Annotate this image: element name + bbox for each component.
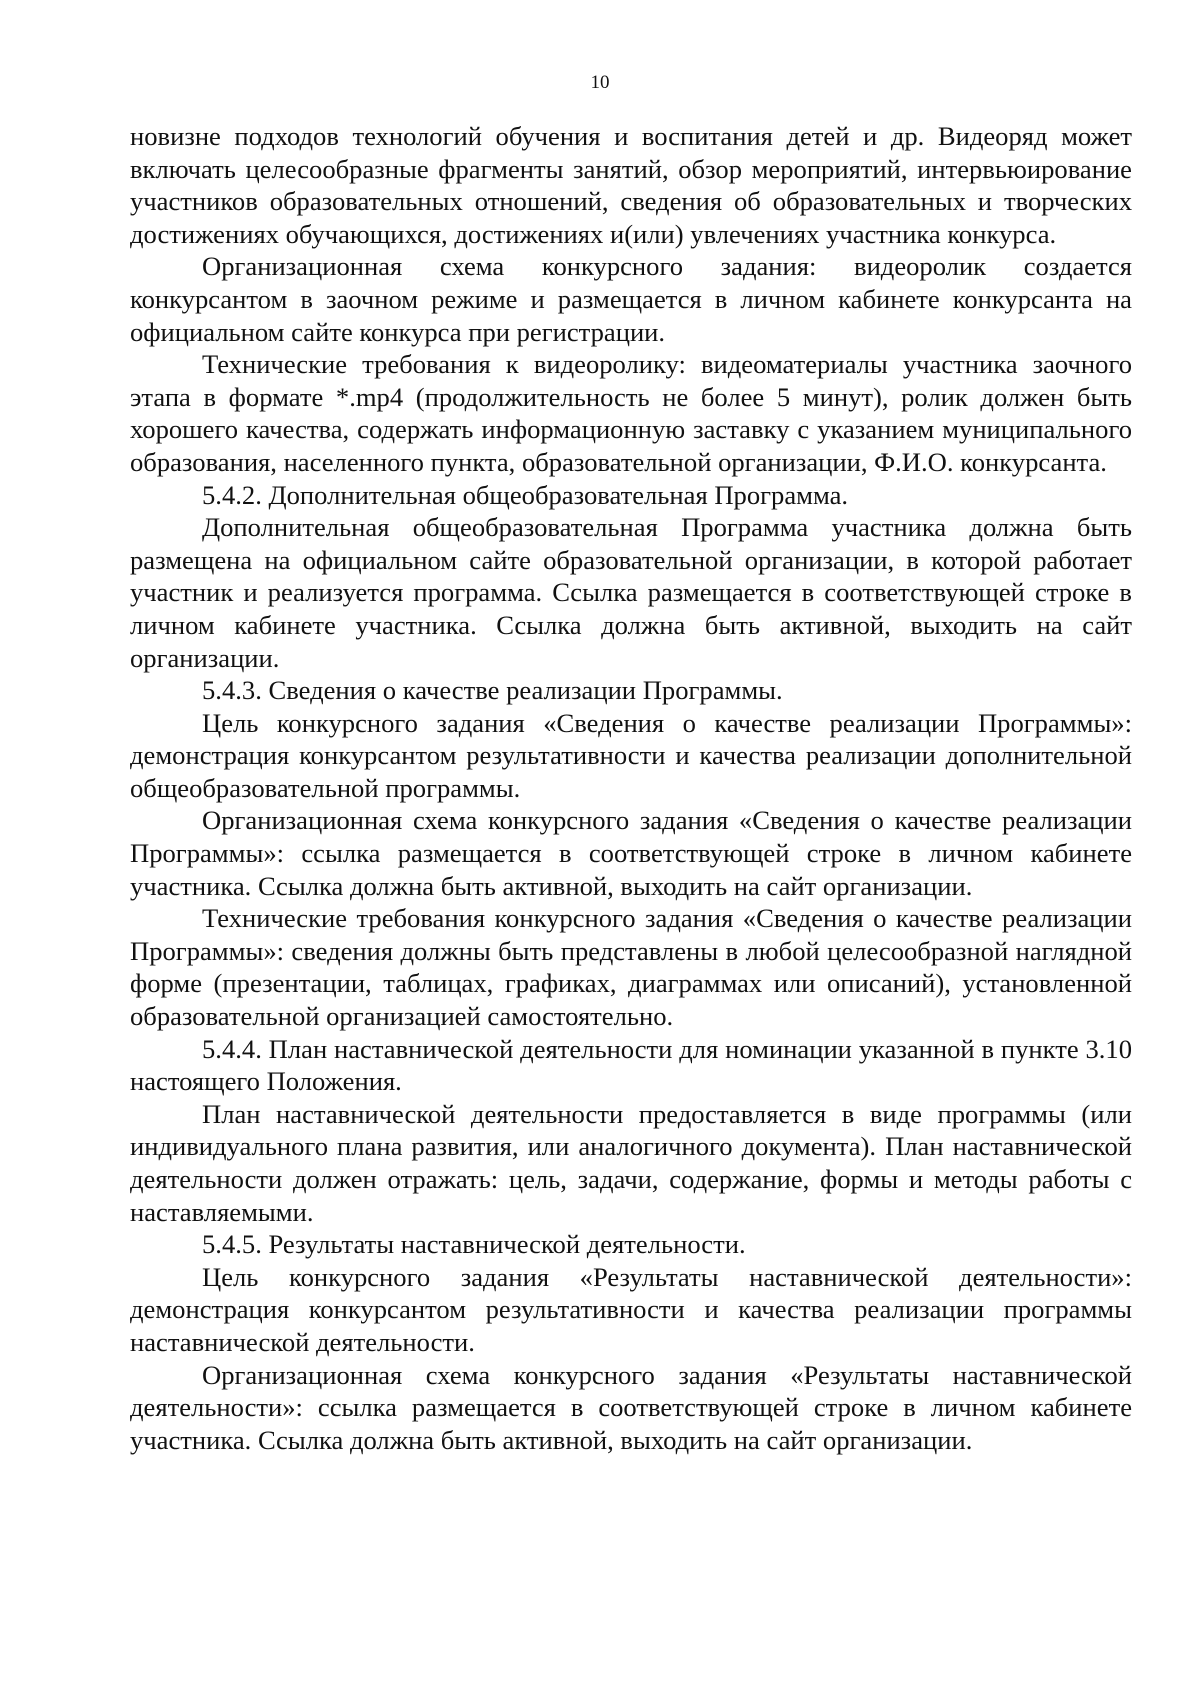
paragraph: Дополнительная общеобразовательная Программа участника должна быть размещена на официальном сайте образовательной организации, в которой работает участник и реализуется программа. Ссылка размещается в соответствующей строке в личном кабинете участника. Ссылка должна быть активной, выходить на сайт организации. [130,512,1132,673]
paragraph: Цель конкурсного задания «Сведения о качестве реализации Программы»: демонстрация конкурсантом результативности и качества реализации дополнительной общеобразовательной программы. [130,707,1132,803]
paragraph: Организационная схема конкурсного задания: видеоролик создается конкурсантом в заочном режиме и размещается в личном кабинете конкурсанта на официальном сайте конкурса при регистрации. [130,251,1132,347]
document-body [130,120,1132,1456]
paragraph: 5.4.5. Результаты наставнической деятельности. [202,1229,746,1260]
paragraph: План наставнической деятельности предоставляется в виде программы (или индивидуального плана развития, или аналогичного документа). План наставнической деятельности должен отражать: цель, задачи, содержание, формы и методы работы с наставляемыми. [130,1098,1132,1227]
paragraph: 5.4.3. Сведения о качестве реализации Программы. [202,675,783,706]
paragraph: Технические требования конкурсного задания «Сведения о качестве реализации Программы»: сведения должны быть представлены в любой целесообразной наглядной форме (презентации, таблицах, графиках, диаграммах или описаний), установленной образовательной организацией самостоятельно. [130,903,1132,1032]
paragraph: новизне подходов технологий обучения и воспитания детей и др. Видеоряд может включать целесообразные фрагменты занятий, обзор мероприятий, интервьюирование участников образовательных отношений, сведения об образовательных и творческих достижениях обучающихся, достижениях и(или) увлечениях участника конкурса. [130,121,1132,249]
paragraph: Организационная схема конкурсного задания «Сведения о качестве реализации Программы»: ссылка размещается в соответствующей строке в личном кабинете участника. Ссылка должна быть активной, выходить на сайт организации. [130,805,1132,901]
paragraph: 5.4.4. План наставнической деятельности для номинации указанной в пункте 3.10 настоящего Положения. [130,1033,1132,1097]
page-number: 10 [590,72,610,93]
paragraph: Технические требования к видеоролику: видеоматериалы участника заочного этапа в формате *.mp4 (продолжительность не более 5 минут), ролик должен быть хорошего качества, содержать информационную заставку с указанием муниципального образования, населенного пункта, образовательной организации, Ф.И.О. конкурсанта. [130,349,1132,477]
paragraph: 5.4.2. Дополнительная общеобразовательная Программа. [202,479,849,510]
paragraph: Цель конкурсного задания «Результаты наставнической деятельности»: демонстрация конкурсантом результативности и качества реализации программы наставнической деятельности. [130,1261,1132,1357]
paragraph: Организационная схема конкурсного задания «Результаты наставнической деятельности»: ссылка размещается в соответствующей строке в личном кабинете участника. Ссылка должна быть активной, выходить на сайт организации. [130,1359,1132,1455]
